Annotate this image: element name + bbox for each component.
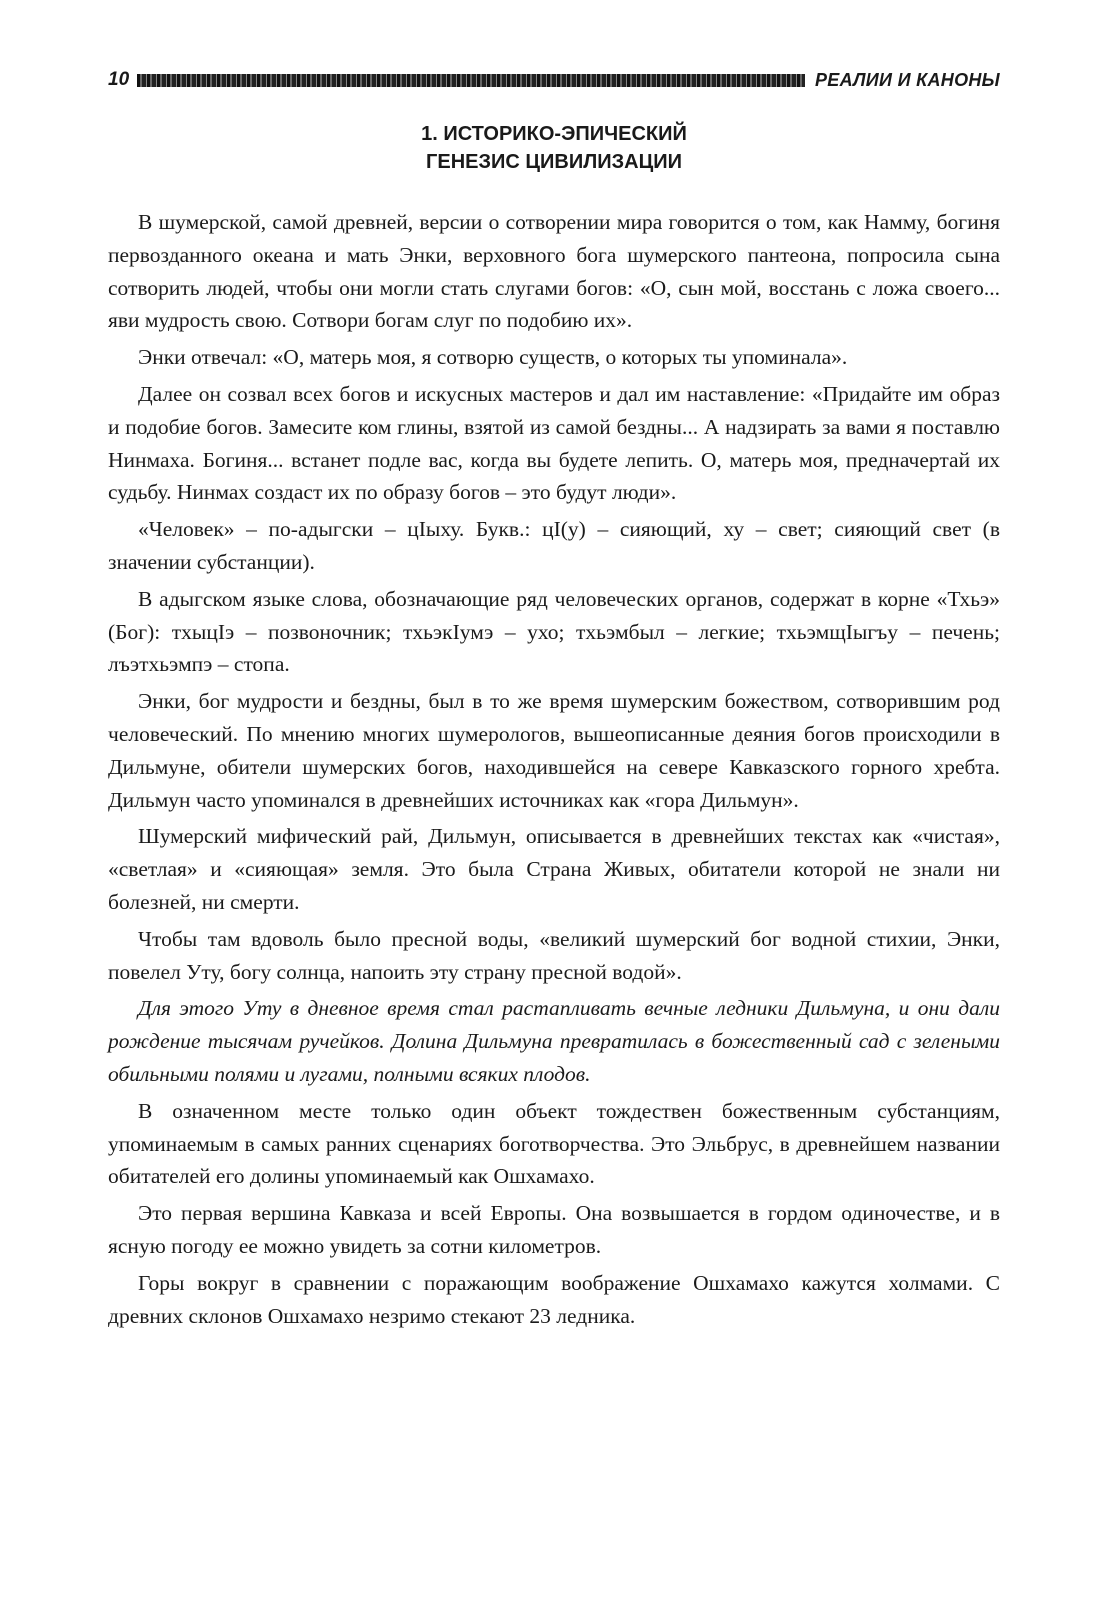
paragraph: В означенном месте только один объект тождествен божественным субстанциям, упоминаемым в самых ранних сценариях боготворчества. Это Эльбрус, в древнейшем названии обитателей его долины упоминаемый как Ошхамахо. (108, 1098, 1000, 1189)
paragraph: Это первая вершина Кавказа и всей Европы. Она возвышается в гордом одиночестве, и в ясную погоду ее можно увидеть за сотни километров. (108, 1201, 1000, 1258)
header-decorative-bar (137, 74, 805, 87)
section-heading-line-2: ГЕНЕЗИС ЦИВИЛИЗАЦИИ (426, 151, 682, 173)
section-heading (108, 120, 1000, 176)
paragraph: В шумерской, самой древней, версии о сотворении мира говорится о том, как Намму, богиня первозданного океана и мать Энки, верховного бога шумерского пантеона, попросила сына сотворить людей, чтобы они могли стать слугами богов: «О, сын мой, восстань с ложа своего... яви мудрость свою. Сотвори богам слуг по подобию их». (108, 210, 1000, 333)
paragraph: Для этого Уту в дневное время стал растапливать вечные ледники Дильмуна, и они дали рождение тысячам ручейков. Долина Дильмуна превратилась в божественный сад с зелеными обильными полями и лугами, полными всяких плодов. (108, 996, 1000, 1086)
paragraph: Шумерский мифический рай, Дильмун, описывается в древнейших текстах как «чистая», «светлая» и «сияющая» земля. Это была Страна Живых, обитатели которой не знали ни болезней, ни смерти. (108, 824, 1000, 914)
running-header (108, 64, 1000, 96)
paragraph: В адыгском языке слова, обозначающие ряд человеческих органов, содержат в корне «Тхьэ» (Бог): тхыцIэ – позвоночник; тхьэкIумэ – ухо; тхьэмбыл – легкие; тхьэмщIыгъу – печень; лъэтхьэмпэ – стопа. (108, 586, 1000, 677)
body-text (108, 206, 1000, 1332)
paragraph: Энки отвечал: «О, матерь моя, я сотворю существ, о которых ты упоминала». (138, 345, 848, 370)
running-title: РЕАЛИИ И КАНОНЫ (814, 69, 1000, 90)
paragraph: Энки, бог мудрости и бездны, был в то же время шумерским божеством, сотворившим род человеческий. По мнению многих шумерологов, вышеописанные деяния богов происходили в Дильмуне, обители шумерских богов, находившейся на севере Кавказского горного хребта. Дильмун часто упоминался в древнейших источниках как «гора Дильмун». (108, 689, 1000, 812)
paragraph: Чтобы там вдоволь было пресной воды, «великий шумерский бог водной стихии, Энки, повелел Уту, богу солнца, напоить эту страну пресной водой». (108, 926, 1000, 984)
page-number: 10 (108, 69, 130, 90)
paragraph: «Человек» – по-адыгски – цIыху. Букв.: цI(у) – сияющий, ху – свет; сияющий свет (в значении субстанции). (108, 517, 1000, 574)
paragraph: Горы вокруг в сравнении с поражающим воображение Ошхамахо кажутся холмами. С древних склонов Ошхамахо незримо стекают 23 ледника. (108, 1270, 1000, 1328)
section-heading-line-1: 1. ИСТОРИКО-ЭПИЧЕСКИЙ (421, 123, 687, 145)
paragraph: Далее он созвал всех богов и искусных мастеров и дал им наставление: «Придайте им образ и подобие богов. Замесите ком глины, взятой из самой бездны... А надзирать за вами я поставлю Нинмаха. Богиня... встанет подле вас, когда вы будете лепить. О, матерь моя, предначертай их судьбу. Нинмах создаст их по образу богов – это будут люди». (108, 381, 1000, 505)
book-page (108, 64, 1000, 1336)
